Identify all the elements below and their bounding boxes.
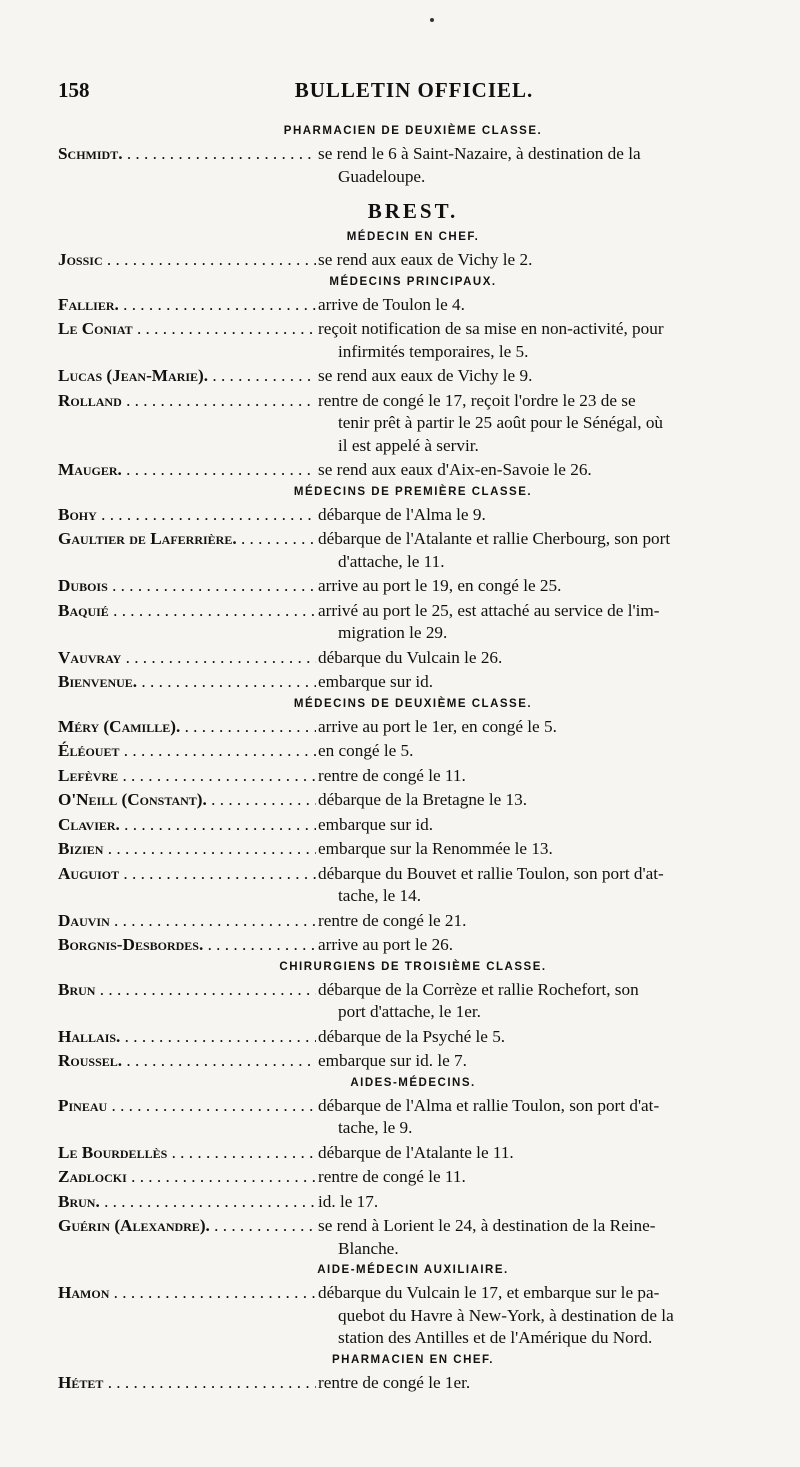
movement-note	[316, 789, 768, 812]
personnel-entry	[58, 528, 768, 573]
note-line: il est appelé à servir.	[338, 435, 479, 455]
movement-note	[316, 1166, 768, 1189]
note-line: reçoit notification de sa mise en non-activité, pour	[318, 319, 664, 338]
note-line: se rend le 6 à Saint-Nazaire, à destination de la	[318, 144, 641, 163]
officer-name: Hamon . . .	[58, 1282, 316, 1350]
note-line: d'attache, le 11.	[338, 551, 445, 571]
officer-name: Vauvray . . .	[58, 647, 316, 670]
note-line: se rend aux eaux d'Aix-en-Savoie le 26.	[318, 460, 592, 479]
officer-name: Bizien . . .	[58, 838, 316, 861]
personnel-entry	[58, 863, 768, 908]
personnel-entry	[58, 671, 768, 694]
note-line: rentre de congé le 11.	[318, 1167, 466, 1186]
movement-note	[316, 716, 768, 739]
personnel-entry	[58, 1372, 768, 1395]
officer-name: Auguiot . . .	[58, 863, 316, 908]
personnel-entry	[58, 365, 768, 388]
movement-note	[316, 143, 768, 188]
officer-name: Lefèvre . . .	[58, 765, 316, 788]
ink-dot	[430, 18, 434, 22]
officer-name: Dauvin . . .	[58, 910, 316, 933]
running-title: BULLETIN OFFICIEL.	[294, 78, 534, 102]
officer-name: Bienvenue. . . .	[58, 671, 316, 694]
personnel-entry	[58, 765, 768, 788]
note-line: débarque de l'Alma le 9.	[318, 504, 486, 524]
officer-name: O'Neill (Constant). . . .	[58, 789, 316, 812]
note-line: se rend aux eaux de Vichy le 9.	[318, 366, 533, 385]
personnel-entry	[58, 600, 768, 645]
personnel-entry	[58, 716, 768, 739]
note-line: tache, le 9.	[338, 1118, 413, 1137]
personnel-entry	[58, 249, 768, 272]
officer-name: Borgnis-Desbordes. . . .	[58, 934, 316, 957]
movement-note	[316, 1026, 768, 1049]
officer-name: Clavier. . . .	[58, 814, 316, 837]
note-line: rentre de congé le 17, reçoit l'ordre le 23 de se	[318, 390, 636, 410]
movement-note	[316, 863, 768, 908]
note-line: port d'attache, le 1er.	[338, 1002, 481, 1021]
personnel-entry	[58, 789, 768, 812]
section-heading: MÉDECINS DE PREMIÈRE CLASSE.	[293, 485, 533, 498]
movement-note	[316, 365, 768, 388]
personnel-entry	[58, 459, 768, 482]
officer-name: Le Coniat . . .	[58, 318, 316, 363]
officer-name: Dubois . . .	[58, 575, 316, 598]
movement-note	[316, 838, 768, 861]
officer-name: Brun. . . .	[58, 1191, 316, 1214]
personnel-entry	[58, 318, 768, 363]
note-line: Blanche.	[338, 1238, 399, 1258]
movement-note	[316, 504, 768, 527]
personnel-entry	[58, 838, 768, 861]
movement-note	[316, 390, 768, 458]
note-line: embarque sur la Renommée le 13.	[318, 839, 553, 858]
officer-name: Mauger. . . .	[58, 459, 316, 482]
personnel-entry	[58, 390, 768, 458]
note-line: embarque sur id.	[318, 814, 434, 834]
officer-name: Roussel. . . .	[58, 1050, 316, 1073]
note-line: embarque sur id. le 7.	[318, 1051, 467, 1070]
officer-name: Lucas (Jean-Marie). . . .	[58, 365, 316, 388]
personnel-entry	[58, 910, 768, 933]
document-body	[58, 121, 768, 1396]
note-line: rentre de congé le 21.	[318, 910, 467, 930]
officer-name: Baquié . . .	[58, 600, 316, 645]
note-line: se rend à Lorient le 24, à destination de la Reine-	[318, 1216, 656, 1235]
movement-note	[316, 1142, 768, 1165]
personnel-entry	[58, 1142, 768, 1165]
officer-name: Brun . . .	[58, 979, 316, 1024]
note-line: débarque de l'Atalante et rallie Cherbourg, son port	[318, 529, 671, 548]
note-line: station des Antilles et de l'Amérique du Nord.	[338, 1328, 653, 1347]
officer-name: Éléouet . . .	[58, 740, 316, 763]
movement-note	[316, 934, 768, 957]
movement-note	[316, 1095, 768, 1140]
movement-note	[316, 814, 768, 837]
movement-note	[316, 528, 768, 573]
officer-name: Pineau . . .	[58, 1095, 316, 1140]
movement-note	[316, 1050, 768, 1073]
movement-note	[316, 1191, 768, 1214]
section-heading: CHIRURGIENS DE TROISIÈME CLASSE.	[279, 960, 547, 973]
note-line: arrive au port le 1er, en congé le 5.	[318, 716, 557, 736]
personnel-entry	[58, 575, 768, 598]
movement-note	[316, 979, 768, 1024]
note-line: migration le 29.	[338, 623, 448, 642]
note-line: rentre de congé le 1er.	[318, 1372, 471, 1392]
officer-name: Méry (Camille). . . .	[58, 716, 316, 739]
movement-note	[316, 1215, 768, 1260]
page-number: 158	[58, 78, 90, 102]
officer-name: Zadlocki . . .	[58, 1166, 316, 1189]
officer-name: Rolland . . .	[58, 390, 316, 458]
note-line: arrive au port le 26.	[318, 935, 454, 954]
note-line: arrivé au port le 25, est attaché au service de l'im-	[318, 600, 660, 620]
personnel-entry	[58, 979, 768, 1024]
section-heading: PHARMACIEN DE DEUXIÈME CLASSE.	[283, 125, 543, 137]
note-line: débarque de l'Atalante le 11.	[318, 1142, 514, 1162]
personnel-entry	[58, 1282, 768, 1350]
section-heading: MÉDECIN EN CHEF.	[346, 231, 480, 243]
personnel-entry	[58, 1026, 768, 1049]
personnel-entry	[58, 1050, 768, 1073]
officer-name: Gaultier de Laferrière. . . .	[58, 528, 316, 573]
personnel-entry	[58, 1191, 768, 1214]
note-line: infirmités temporaires, le 5.	[338, 341, 529, 361]
note-line: débarque du Bouvet et rallie Toulon, son port d'at-	[318, 863, 664, 883]
movement-note	[316, 765, 768, 788]
note-line: débarque du Vulcain le 26.	[318, 647, 503, 667]
page-header	[58, 78, 770, 108]
officer-name: Guérin (Alexandre). . . .	[58, 1215, 316, 1260]
note-line: débarque de la Bretagne le 13.	[318, 790, 528, 809]
personnel-entry	[58, 1095, 768, 1140]
officer-name: Bohy . . .	[58, 504, 316, 527]
note-line: arrive au port le 19, en congé le 25.	[318, 576, 562, 595]
movement-note	[316, 910, 768, 933]
movement-note	[316, 318, 768, 363]
officer-name: Hétet . . .	[58, 1372, 316, 1395]
note-line: débarque du Vulcain le 17, et embarque sur le pa-	[318, 1283, 660, 1302]
section-heading: MÉDECINS PRINCIPAUX.	[329, 275, 497, 288]
section-heading: AIDE-MÉDECIN AUXILIAIRE.	[317, 1264, 509, 1276]
note-line: tenir prêt à partir le 25 août pour le Sénégal, où	[338, 413, 664, 432]
note-line: id. le 17.	[318, 1191, 379, 1211]
movement-note	[316, 294, 768, 317]
section-heading: AIDES-MÉDECINS.	[350, 1076, 476, 1089]
note-line: débarque de la Psyché le 5.	[318, 1026, 506, 1046]
movement-note	[316, 1372, 768, 1395]
section-heading: PHARMACIEN EN CHEF.	[331, 1353, 495, 1366]
movement-note	[316, 1282, 768, 1350]
officer-name: Le Bourdellès . . .	[58, 1142, 316, 1165]
note-line: rentre de congé le 11.	[318, 765, 466, 785]
note-line: tache, le 14.	[338, 886, 422, 905]
movement-note	[316, 671, 768, 694]
note-line: débarque de l'Alma et rallie Toulon, son port d'at-	[318, 1095, 660, 1115]
personnel-entry	[58, 1215, 768, 1260]
note-line: quebot du Havre à New-York, à destination de la	[338, 1305, 674, 1325]
officer-name: Hallais. . . .	[58, 1026, 316, 1049]
personnel-entry	[58, 647, 768, 670]
personnel-entry	[58, 740, 768, 763]
movement-note	[316, 249, 768, 272]
city-heading: BREST.	[367, 199, 459, 223]
note-line: en congé le 5.	[318, 741, 414, 760]
personnel-entry	[58, 143, 768, 188]
personnel-entry	[58, 294, 768, 317]
personnel-entry	[58, 504, 768, 527]
officer-name: Schmidt. . . .	[58, 143, 316, 188]
movement-note	[316, 647, 768, 670]
note-line: débarque de la Corrèze et rallie Rochefort, son	[318, 979, 639, 999]
officer-name: Jossic . . .	[58, 249, 316, 272]
movement-note	[316, 575, 768, 598]
officer-name: Fallier. . . .	[58, 294, 316, 317]
note-line: arrive de Toulon le 4.	[318, 294, 465, 314]
note-line: se rend aux eaux de Vichy le 2.	[318, 250, 533, 269]
personnel-entry	[58, 934, 768, 957]
personnel-entry	[58, 1166, 768, 1189]
note-line: embarque sur id.	[318, 672, 434, 691]
movement-note	[316, 600, 768, 645]
section-heading: MÉDECINS DE DEUXIÈME CLASSE.	[293, 697, 533, 710]
movement-note	[316, 740, 768, 763]
personnel-entry	[58, 814, 768, 837]
movement-note	[316, 459, 768, 482]
note-line: Guadeloupe.	[338, 166, 426, 186]
